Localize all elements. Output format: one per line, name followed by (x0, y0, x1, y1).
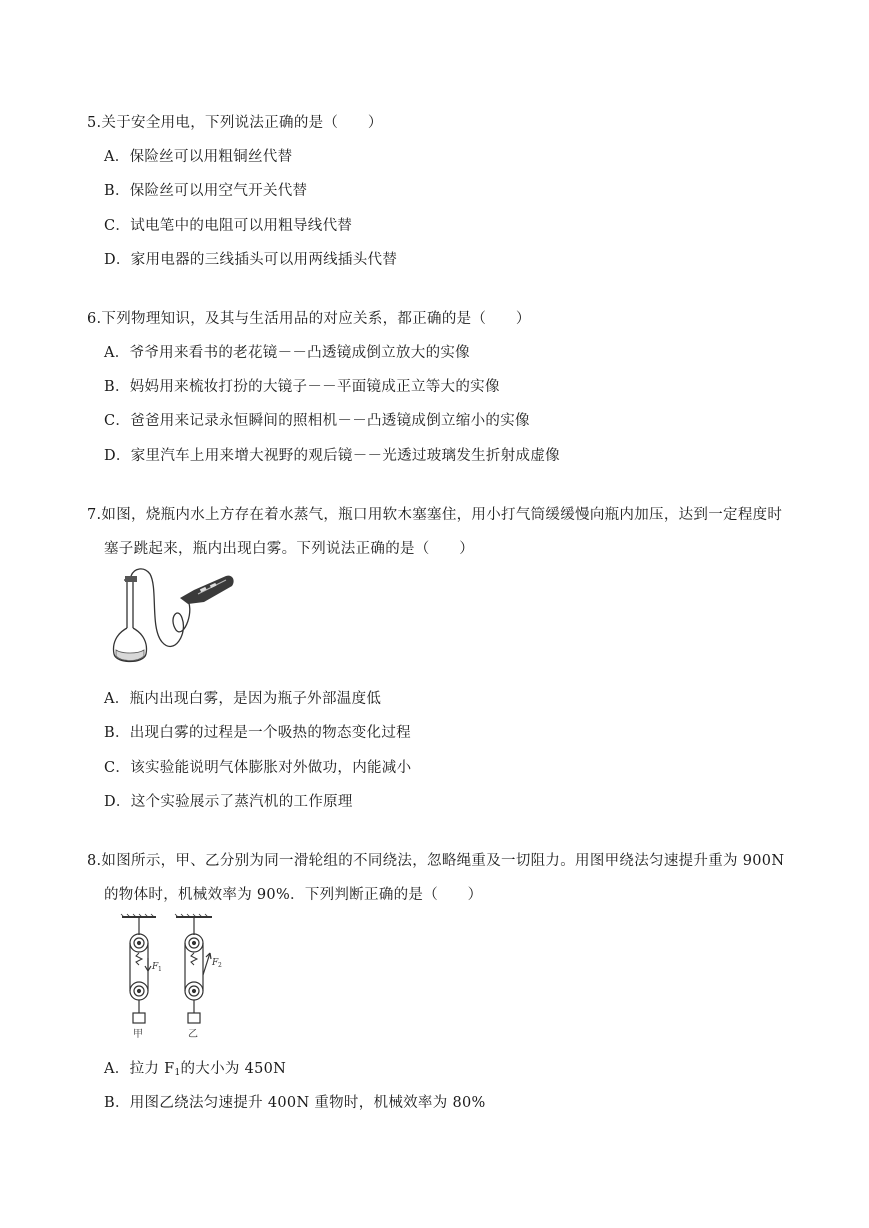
question-5-option-c: C．试电笔中的电阻可以用粗导线代替 (104, 218, 353, 234)
force-label-f2 (211, 958, 222, 969)
question-6-option-b: B．妈妈用来梳妆打扮的大镜子－－平面镜成正立等大的实像 (104, 379, 500, 395)
option-a-prefix: A．拉力 F (104, 1061, 175, 1077)
question-6-option-a: A．爷爷用来看书的老花镜－－凸透镜成倒立放大的实像 (104, 345, 470, 361)
svg-text:2: 2 (218, 962, 222, 969)
option-a-subscript: 1 (174, 1068, 181, 1078)
question-6-option-c: C．爸爸用来记录永恒瞬间的照相机－－凸透镜成倒立缩小的实像 (104, 413, 530, 429)
question-8-option-a (104, 1059, 286, 1083)
question-7-stem-line2: 塞子跳起来，瓶内出现白雾。下列说法正确的是（ ） (104, 541, 474, 557)
svg-text:1: 1 (158, 966, 162, 973)
svg-text:F: F (212, 958, 219, 968)
question-7-option-d: D．这个实验展示了蒸汽机的工作原理 (104, 794, 353, 810)
question-7-option-c: C．该实验能说明气体膨胀对外做功，内能减小 (104, 760, 412, 776)
question-8-stem-line1: 8.如图所示，甲、乙分别为同一滑轮组的不同绕法，忽略绳重及一切阻力。用图甲绕法匀速提升重为 900N (87, 853, 785, 869)
question-8-option-b: B．用图乙绕法匀速提升 400N 重物时，机械效率为 80% (104, 1095, 486, 1111)
question-6-option-d: D．家里汽车上用来增大视野的观后镜－－光透过玻璃发生折射成虚像 (104, 448, 560, 464)
question-5-option-b: B．保险丝可以用空气开关代替 (104, 183, 308, 199)
question-6-stem: 6.下列物理知识，及其与生活用品的对应关系，都正确的是（ ） (87, 311, 531, 327)
label-jia: 甲 (133, 1029, 143, 1040)
option-a-suffix: 的大小为 450N (180, 1061, 287, 1077)
question-5-option-d: D．家用电器的三线插头可以用两线插头代替 (104, 252, 398, 268)
pulley-system-yi (175, 914, 212, 1023)
question-8-stem-line2: 的物体时，机械效率为 90%．下列判断正确的是（ ） (104, 887, 483, 903)
pump-icon (180, 576, 234, 604)
question-5-option-a: A．保险丝可以用粗铜丝代替 (104, 149, 293, 165)
question-7-stem-line1: 7.如图，烧瓶内水上方存在着水蒸气，瓶口用软木塞塞住，用小打气筒缓缓慢向瓶内加压，达到一定程度时 (87, 507, 783, 523)
pulley-figure (120, 913, 230, 1043)
flask-icon (114, 576, 147, 662)
question-7-option-b: B．出现白雾的过程是一个吸热的物态变化过程 (104, 725, 411, 741)
question-7-option-a: A．瓶内出现白雾，是因为瓶子外部温度低 (104, 691, 382, 707)
flask-pump-figure (104, 568, 236, 674)
force-label-f1 (151, 962, 162, 973)
pulley-system-jia (121, 914, 156, 1023)
question-5-stem: 5.关于安全用电，下列说法正确的是（ ） (87, 115, 383, 131)
svg-text:F: F (152, 962, 159, 972)
label-yi: 乙 (188, 1029, 198, 1040)
tube (131, 569, 190, 647)
